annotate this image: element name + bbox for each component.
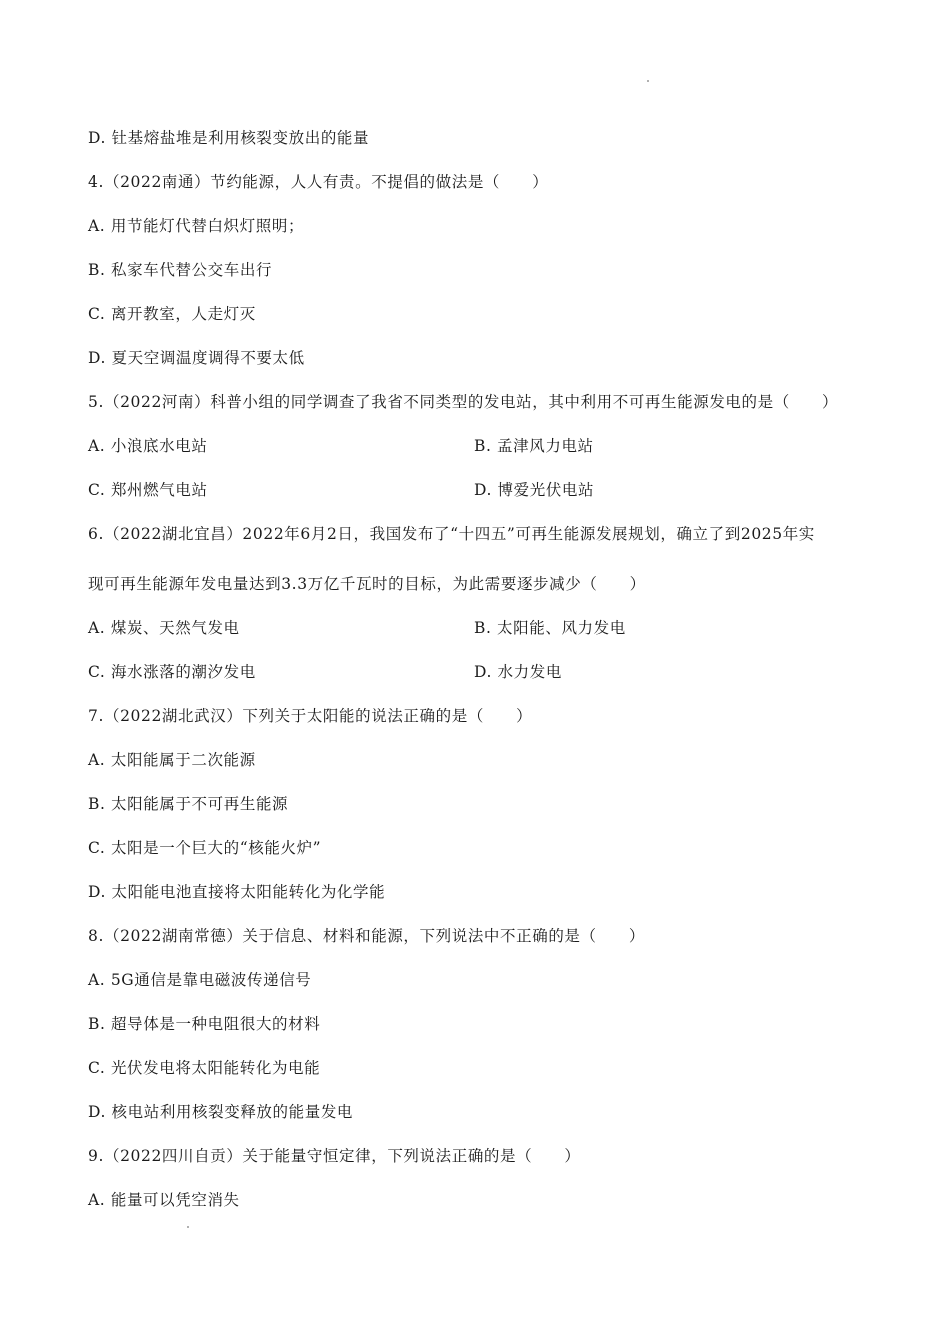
q8-option-a: A. 5G通信是靠电磁波传递信号 <box>88 971 312 989</box>
q6-option-d: D. 水力发电 <box>474 663 562 681</box>
q9-option-a: A. 能量可以凭空消失 <box>88 1191 240 1209</box>
q4-option-a: A. 用节能灯代替白炽灯照明； <box>88 217 305 235</box>
q6-option-b: B. 太阳能、风力发电 <box>474 619 626 637</box>
q8-option-c: C. 光伏发电将太阳能转化为电能 <box>88 1059 321 1077</box>
q5-option-d: D. 博爱光伏电站 <box>474 481 595 499</box>
q6-option-c: C. 海水涨落的潮汐发电 <box>88 663 256 681</box>
q6-stem-line1: 6.（2022湖北宜昌）2022年6月2日，我国发布了“十四五”可再生能源发展规划，确立了到2025年实 <box>88 525 815 543</box>
q3-option-d: D. 钍基熔盐堆是利用核裂变放出的能量 <box>88 129 370 147</box>
q5-stem: 5.（2022河南）科普小组的同学调查了我省不同类型的发电站，其中利用不可再生能源发电的是（ ） <box>88 393 839 411</box>
q8-option-d: D. 核电站利用核裂变释放的能量发电 <box>88 1103 354 1121</box>
q7-option-c: C. 太阳是一个巨大的“核能火炉” <box>88 839 322 857</box>
scan-dot <box>647 80 649 82</box>
q9-stem: 9.（2022四川自贡）关于能量守恒定律，下列说法正确的是（ ） <box>88 1147 581 1165</box>
q4-option-d: D. 夏天空调温度调得不要太低 <box>88 349 305 367</box>
q8-option-b: B. 超导体是一种电阻很大的材料 <box>88 1015 321 1033</box>
q8-stem: 8.（2022湖南常德）关于信息、材料和能源，下列说法中不正确的是（ ） <box>88 927 645 945</box>
q5-option-b: B. 孟津风力电站 <box>474 437 594 455</box>
q4-option-b: B. 私家车代替公交车出行 <box>88 261 273 279</box>
q5-option-a: A. 小浪底水电站 <box>88 437 208 455</box>
q7-option-d: D. 太阳能电池直接将太阳能转化为化学能 <box>88 883 386 901</box>
q7-stem: 7.（2022湖北武汉）下列关于太阳能的说法正确的是（ ） <box>88 707 533 725</box>
q7-option-a: A. 太阳能属于二次能源 <box>88 751 256 769</box>
q4-stem: 4.（2022南通）节约能源，人人有责。不提倡的做法是（ ） <box>88 173 549 191</box>
q5-option-c: C. 郑州燃气电站 <box>88 481 208 499</box>
q6-stem-line2: 现可再生能源年发电量达到3.3万亿千瓦时的目标，为此需要逐步减少（ ） <box>88 575 646 593</box>
q7-option-b: B. 太阳能属于不可再生能源 <box>88 795 289 813</box>
q6-option-a: A. 煤炭、天然气发电 <box>88 619 240 637</box>
q4-option-c: C. 离开教室，人走灯灭 <box>88 305 256 323</box>
scan-dot <box>187 1226 189 1228</box>
